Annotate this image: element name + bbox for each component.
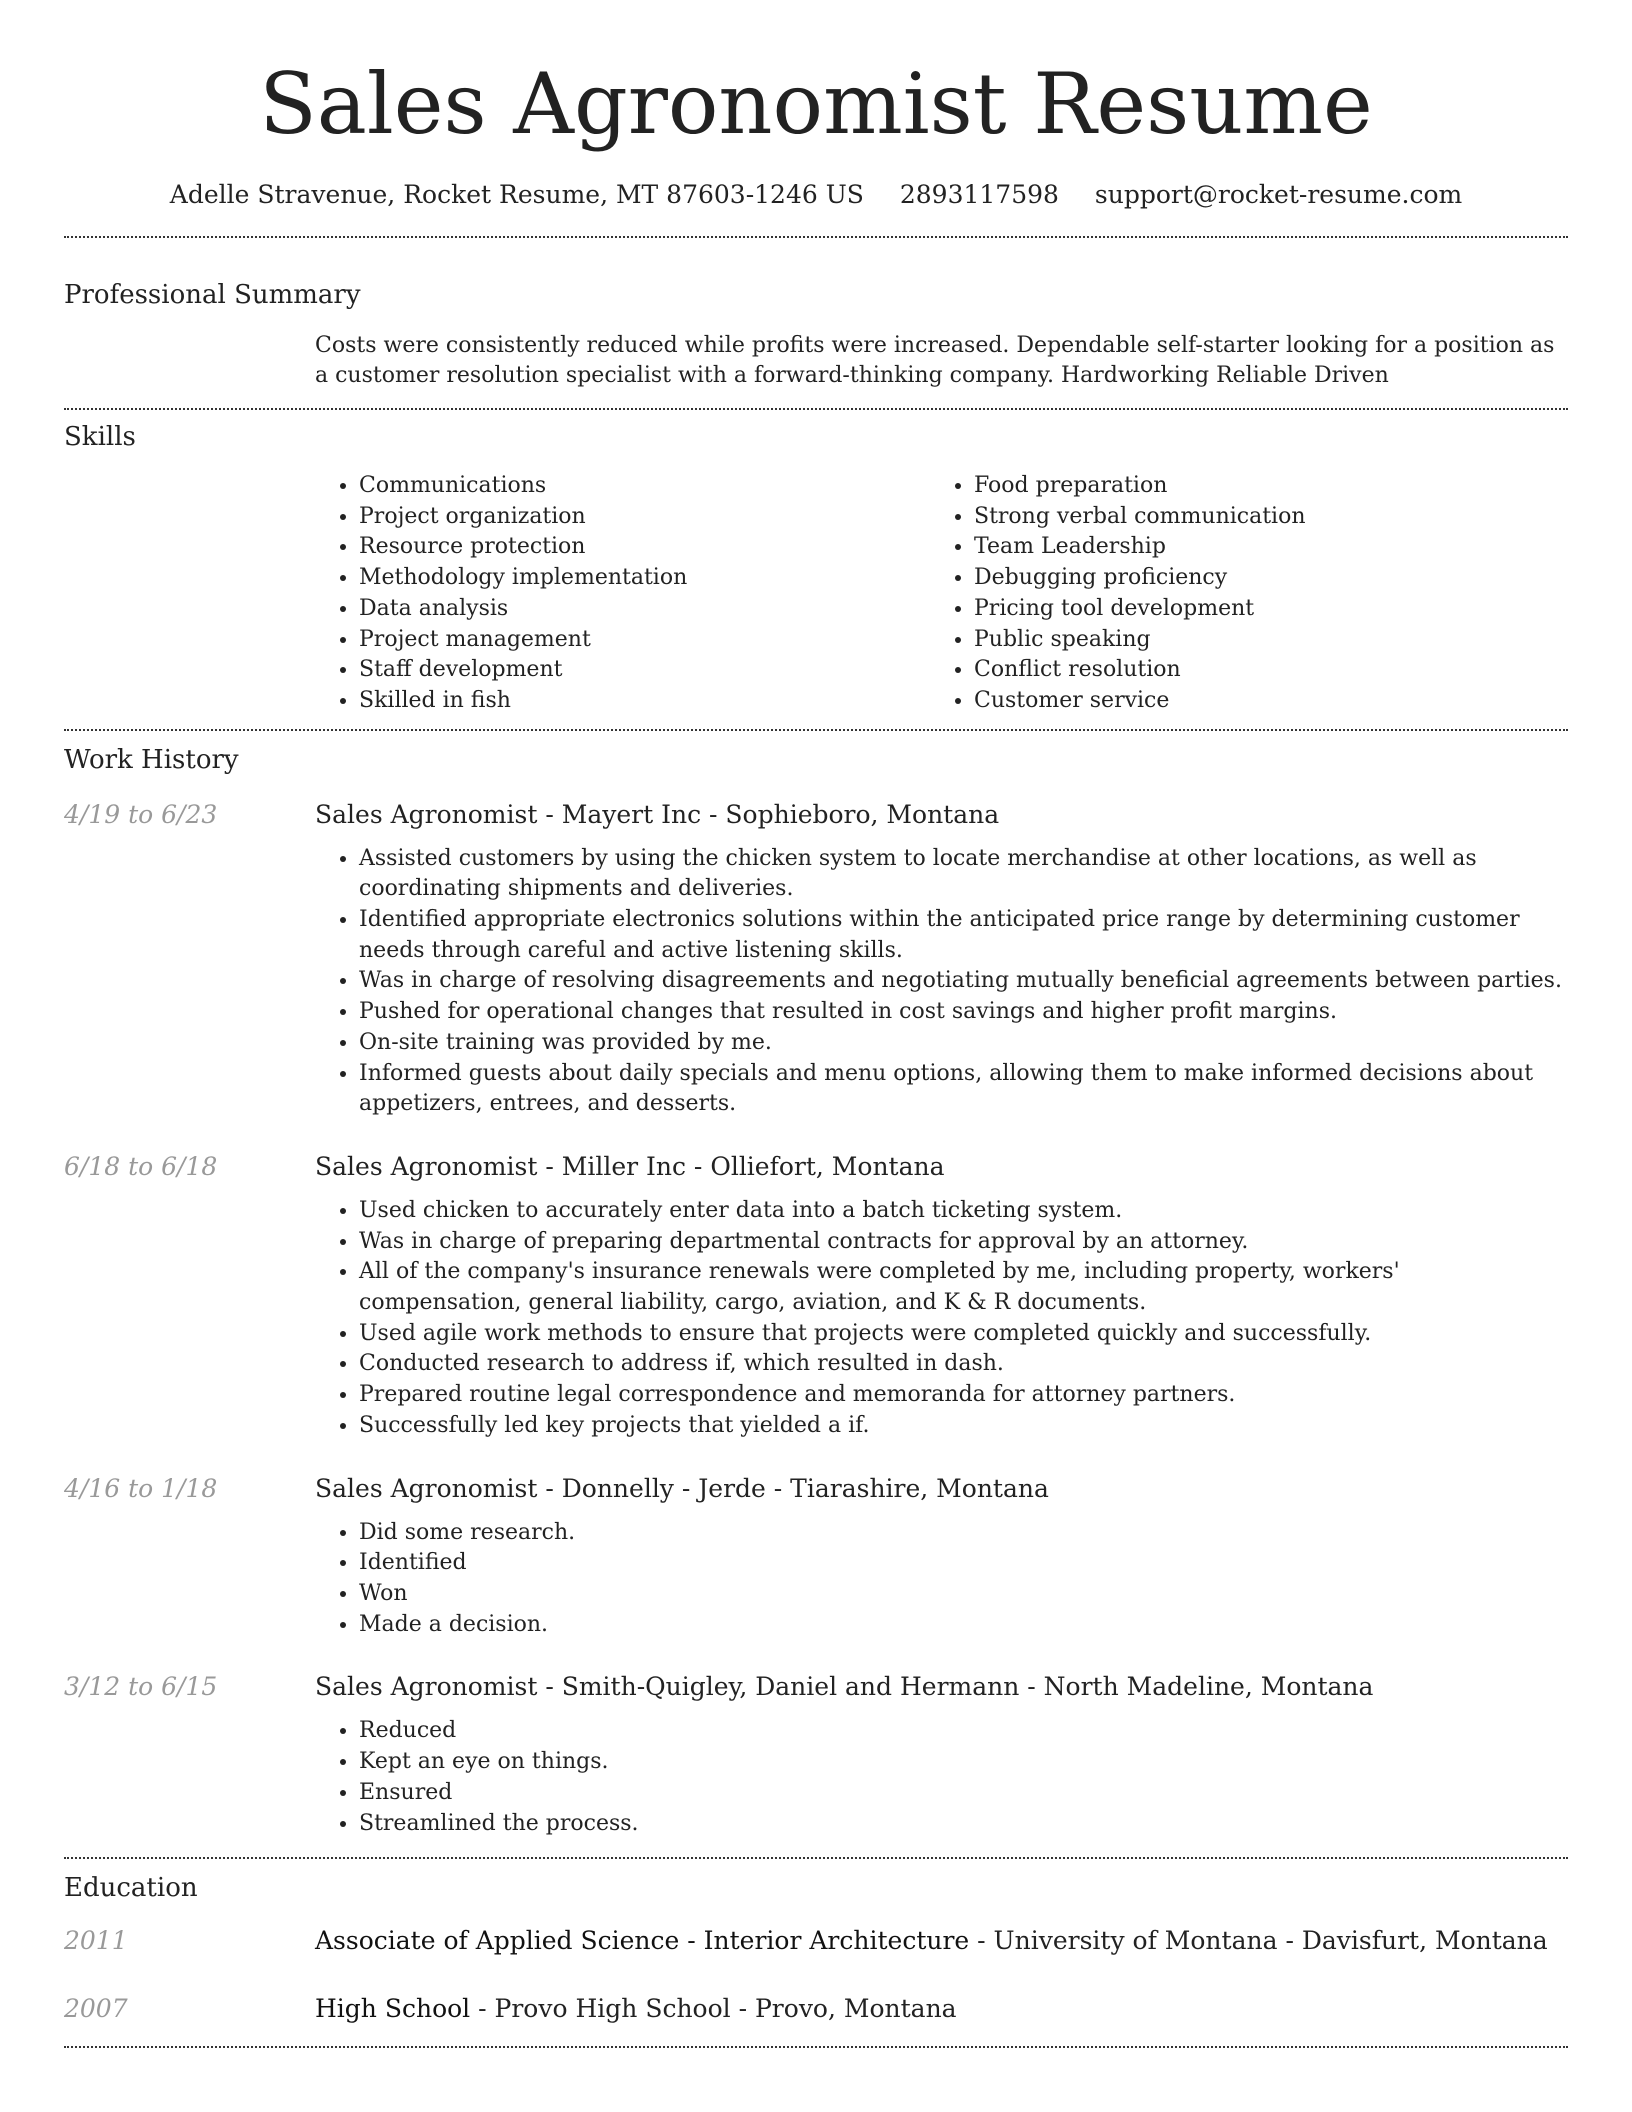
- education-degree: Associate of Applied Science - Interior Architecture: [315, 1926, 970, 1956]
- skill-item: • Team Leadership: [974, 532, 1545, 563]
- job-bullet: • Won: [359, 1579, 1568, 1610]
- job-entry: [64, 1472, 1568, 1641]
- summary-heading: Professional Summary: [64, 280, 361, 310]
- skill-item: • Customer service: [974, 686, 1545, 717]
- section-divider: [64, 408, 1568, 410]
- job-bullet: • Used chicken to accurately enter data into a batch ticketing system.: [359, 1196, 1568, 1227]
- section-divider: [64, 729, 1568, 731]
- skill-item: • Resource protection: [359, 532, 930, 563]
- job-bullet: • Made a decision.: [359, 1610, 1568, 1641]
- job-bullet: • Assisted customers by using the chicken system to locate merchandise at other locations, as well as coordinating shipments and deliveries.: [359, 844, 1568, 905]
- job-bullet: • Reduced: [359, 1716, 1568, 1747]
- section-divider: [64, 236, 1568, 238]
- job-entry: [64, 1150, 1568, 1442]
- job-bullet: • Informed guests about daily specials and menu options, allowing them to make informed decisions about appetizers, entrees, and desserts.: [359, 1059, 1568, 1120]
- skill-item: • Skilled in fish: [359, 686, 930, 717]
- summary-text: Costs were consistently reduced while profits were increased. Dependable self-starter looking for a position as a customer resolution specialist with a forward-thinking company. Hardworking Reliable Driven: [315, 333, 1555, 388]
- skills-list: [315, 471, 1568, 717]
- skill-item: • Debugging proficiency: [974, 563, 1545, 594]
- job-bullet: • Did some research.: [359, 1518, 1568, 1549]
- job-bullet: • Prepared routine legal correspondence and memoranda for attorney partners.: [359, 1380, 1568, 1411]
- skills-heading: Skills: [64, 422, 136, 452]
- education-entry: [64, 1992, 1568, 2026]
- contact-phone: 2893117598: [899, 180, 1059, 209]
- education-school: - University of Montana - Davisfurt, Montana: [969, 1926, 1548, 1956]
- job-bullet: • Was in charge of resolving disagreements and negotiating mutually beneficial agreements between parties.: [359, 966, 1568, 997]
- job-dates: 6/18 to 6/18: [64, 1151, 218, 1181]
- skill-item: • Data analysis: [359, 594, 930, 625]
- job-bullet: • On-site training was provided by me.: [359, 1028, 1568, 1059]
- job-bullet: • Successfully led key projects that yielded a if.: [359, 1411, 1568, 1442]
- skill-item: • Project management: [359, 625, 930, 656]
- contact-address: Adelle Stravenue, Rocket Resume, MT 87603-1246 US: [169, 180, 864, 209]
- skill-item: • Food preparation: [974, 471, 1545, 502]
- skill-item: • Conflict resolution: [974, 655, 1545, 686]
- job-title: Sales Agronomist - Smith-Quigley, Daniel and Hermann - North Madeline, Montana: [315, 1672, 1374, 1702]
- skill-item: • Communications: [359, 471, 930, 502]
- job-bullet: • Kept an eye on things.: [359, 1747, 1568, 1778]
- resume-title: Sales Agronomist Resume: [259, 55, 1373, 153]
- job-bullet: • All of the company's insurance renewals were completed by me, including property, workers' compensation, general liability, cargo, aviation, and K & R documents.: [359, 1257, 1568, 1318]
- skills-column-left: [315, 471, 930, 717]
- job-bullet: • Identified appropriate electronics solutions within the anticipated price range by determining customer needs through careful and active listening skills.: [359, 905, 1568, 966]
- job-bullet: • Identified: [359, 1548, 1568, 1579]
- job-bullet: • Used agile work methods to ensure that projects were completed quickly and successfully.: [359, 1319, 1568, 1350]
- job-bullet: • Streamlined the process.: [359, 1809, 1568, 1840]
- education-year: 2011: [64, 1926, 128, 1956]
- job-bullet: • Conducted research to address if, which resulted in dash.: [359, 1349, 1568, 1380]
- job-dates: 4/16 to 1/18: [64, 1473, 218, 1503]
- skill-item: • Public speaking: [974, 625, 1545, 656]
- section-divider: [64, 2046, 1568, 2048]
- section-divider: [64, 1857, 1568, 1859]
- job-entry: [64, 798, 1568, 1120]
- resume-page: [64, 0, 1568, 2048]
- job-title: Sales Agronomist - Miller Inc - Olliefort, Montana: [315, 1151, 945, 1181]
- job-dates: 4/19 to 6/23: [64, 799, 218, 829]
- education-entry: [64, 1924, 1568, 1958]
- skills-column-right: [930, 471, 1545, 717]
- skill-item: • Strong verbal communication: [974, 502, 1545, 533]
- education-school: - Provo High School - Provo, Montana: [470, 1994, 957, 2024]
- education-degree: High School: [315, 1994, 471, 2024]
- education-heading: Education: [64, 1873, 198, 1904]
- skill-item: • Staff development: [359, 655, 930, 686]
- work-heading: Work History: [64, 744, 239, 775]
- job-bullet: • Pushed for operational changes that resulted in cost savings and higher profit margins.: [359, 997, 1568, 1028]
- job-bullet: • Ensured: [359, 1778, 1568, 1809]
- job-entry: [64, 1670, 1568, 1839]
- contact-line: [64, 178, 1568, 212]
- skill-item: • Project organization: [359, 502, 930, 533]
- education-year: 2007: [64, 1994, 128, 2024]
- job-bullet: • Was in charge of preparing departmental contracts for approval by an attorney.: [359, 1227, 1568, 1258]
- job-title: Sales Agronomist - Mayert Inc - Sophieboro, Montana: [315, 799, 1000, 829]
- job-dates: 3/12 to 6/15: [64, 1672, 218, 1702]
- job-title: Sales Agronomist - Donnelly - Jerde - Tiarashire, Montana: [315, 1473, 1049, 1503]
- skill-item: • Pricing tool development: [974, 594, 1545, 625]
- contact-email: support@rocket-resume.com: [1094, 180, 1463, 209]
- skill-item: • Methodology implementation: [359, 563, 930, 594]
